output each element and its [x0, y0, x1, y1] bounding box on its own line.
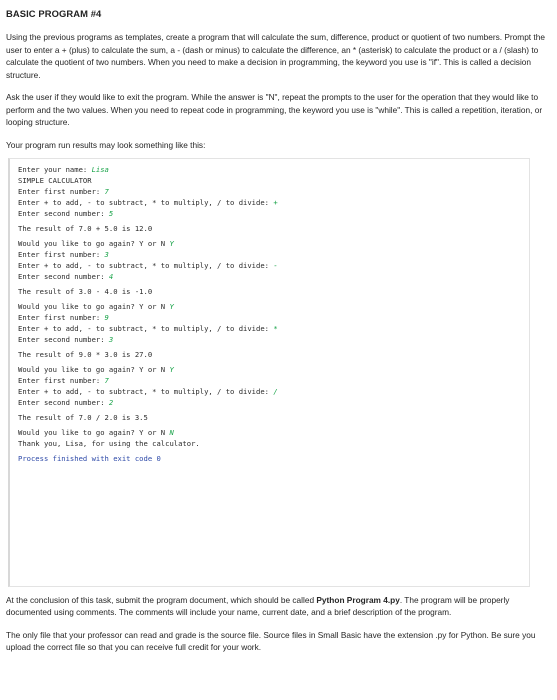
- console-output: [8, 158, 530, 587]
- console-text: Enter first number:: [18, 186, 105, 196]
- console-user-input: N: [169, 427, 174, 437]
- console-user-input: Y: [169, 301, 174, 311]
- page-title: BASIC PROGRAM #4: [6, 8, 102, 19]
- console-text: Would you like to go again? Y or N: [18, 427, 170, 437]
- console-user-input: 7: [104, 375, 109, 385]
- console-text: SIMPLE CALCULATOR: [18, 175, 92, 185]
- console-first-line: [18, 187, 109, 197]
- console-user-input: 7: [104, 186, 109, 196]
- console-text: Enter first number:: [18, 312, 105, 322]
- console-second-line: [18, 209, 113, 219]
- source-file-paragraph: The only file that your professor can read and grade is the source file. Source files in Small Basic have the extension .py for Python. Be sure you upload the correct file so that you can receive full credit for your work.: [6, 629, 536, 652]
- console-first-line: [18, 376, 109, 386]
- console-text: Enter first number:: [18, 249, 105, 259]
- console-text: Enter your name:: [18, 164, 92, 174]
- console-text: The result of 7.0 + 5.0 is 12.0: [18, 223, 153, 233]
- console-result-line: [18, 287, 152, 297]
- console-text: Would you like to go again? Y or N: [18, 238, 170, 248]
- console-exit-text: Process finished with exit code 0: [18, 453, 161, 463]
- console-user-input: +: [273, 197, 278, 207]
- console-user-input: /: [273, 386, 278, 396]
- console-thanks-line: [18, 439, 200, 449]
- console-again-line: [18, 302, 174, 312]
- console-text: Enter second number:: [18, 271, 109, 281]
- console-text: Enter + to add, - to subtract, * to multiply, / to divide:: [18, 260, 274, 270]
- console-user-input: 2: [108, 397, 114, 407]
- submission-paragraph: [6, 594, 547, 619]
- submission-text-before: At the conclusion of this task, submit the program document, which should be called: [6, 594, 317, 605]
- console-result-line: [18, 224, 152, 234]
- console-second-line: [18, 272, 113, 282]
- console-again-line: [18, 428, 174, 438]
- sample-run-lead: Your program run results may look something like this:: [6, 139, 206, 150]
- console-text: Would you like to go again? Y or N: [18, 301, 170, 311]
- console-op-line: [18, 261, 278, 271]
- console-user-input: Y: [169, 238, 174, 248]
- console-user-input: Y: [169, 364, 174, 374]
- console-name-line: [18, 165, 109, 175]
- instructions-paragraph-1: Using the previous programs as templates, create a program that will calculate the sum, difference, product or quotient of two numbers. Prompt the user to enter a + (plus) to calculate the sum, a - (dash or minus) to calculate the difference, an * (asterisk) to calculate the product or a / (slash) to calculate the quotient of two numbers. When you need to make a decision in programming, the keyword you use is "if". This is called a decision structure.: [6, 32, 545, 80]
- console-header-line: [18, 176, 92, 186]
- console-text: Enter second number:: [18, 397, 109, 407]
- console-result-line: [18, 413, 148, 423]
- console-text: Enter second number:: [18, 208, 109, 218]
- console-exit-line: [18, 454, 161, 464]
- console-first-line: [18, 250, 109, 260]
- console-user-input: 5: [108, 208, 114, 218]
- console-text: Enter first number:: [18, 375, 105, 385]
- console-op-line: [18, 198, 278, 208]
- console-again-line: [18, 365, 174, 375]
- console-text: Enter second number:: [18, 334, 109, 344]
- console-second-line: [18, 335, 113, 345]
- console-user-input: 9: [104, 312, 109, 322]
- console-text: Thank you, Lisa, for using the calculator.: [18, 438, 200, 448]
- submission-text-after: . The program will be properly documented using comments. The comments will include your name, current date, and a brief description of the program.: [6, 594, 510, 617]
- console-user-input: *: [273, 323, 278, 333]
- console-user-input: -: [273, 260, 278, 270]
- console-user-input: 3: [104, 249, 109, 259]
- console-text: Enter + to add, - to subtract, * to multiply, / to divide:: [18, 197, 274, 207]
- instructions-paragraph-2: Ask the user if they would like to exit the program. While the answer is "N", repeat the prompts to the user for the operation that they would like to perform and the two values. When you need to repeat code in programming, the keyword you use is "while". This is called a repetition, iteration, or looping structure.: [6, 92, 543, 127]
- console-result-line: [18, 350, 152, 360]
- console-text: The result of 9.0 * 3.0 is 27.0: [18, 349, 153, 359]
- console-op-line: [18, 324, 278, 334]
- console-second-line: [18, 398, 113, 408]
- console-text: Enter + to add, - to subtract, * to multiply, / to divide:: [18, 323, 274, 333]
- console-text: Would you like to go again? Y or N: [18, 364, 170, 374]
- console-text: The result of 3.0 - 4.0 is -1.0: [18, 286, 153, 296]
- console-user-input: Lisa: [91, 164, 109, 174]
- console-text: Enter + to add, - to subtract, * to multiply, / to divide:: [18, 386, 274, 396]
- console-first-line: [18, 313, 109, 323]
- console-op-line: [18, 387, 278, 397]
- console-user-input: 4: [108, 271, 114, 281]
- console-user-input: 3: [108, 334, 114, 344]
- console-again-line: [18, 239, 174, 249]
- program-filename: Python Program 4.py: [316, 594, 400, 605]
- console-text: The result of 7.0 / 2.0 is 3.5: [18, 412, 148, 422]
